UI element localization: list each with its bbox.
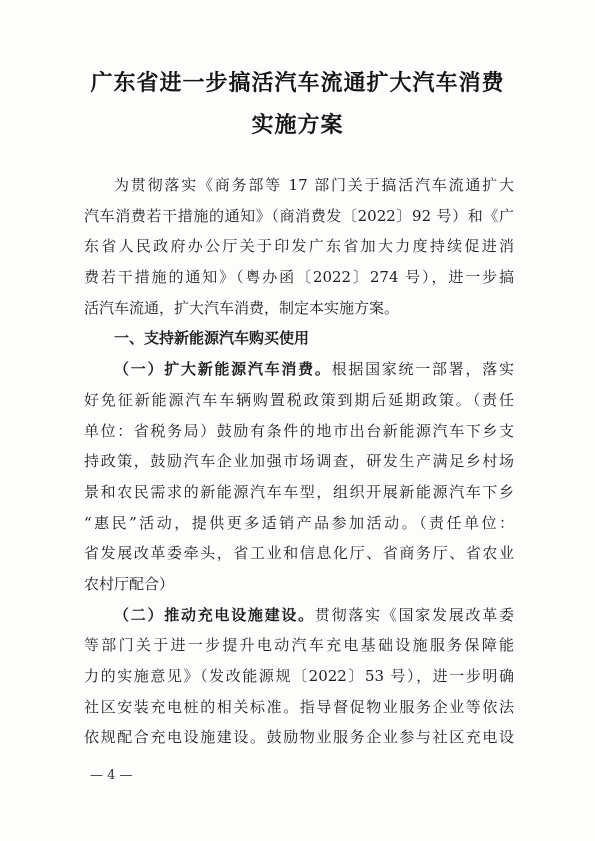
intro-line: 费若干措施的通知》（粤办函〔2022〕274 号），进一步搞 xyxy=(84,268,514,287)
item-2-first-rest: 贯彻落实《国家发展改革委 xyxy=(314,605,514,624)
item-2-first-line xyxy=(84,600,514,631)
item-1-line: 持政策，鼓励汽车企业加强市场调查，研发生产满足乡村场 xyxy=(84,452,514,471)
document-title-line-2: 实施方案 xyxy=(251,112,344,138)
item-1-line: 单位：省税务局）鼓励有条件的地市出台新能源汽车下乡支 xyxy=(84,421,514,440)
item-1-first-rest: 根据国家统一部署，落实 xyxy=(331,360,514,379)
intro-line: 为贯彻落实《商务部等 17 部门关于搞活汽车流通扩大 xyxy=(114,176,514,194)
item-1-line: 农村厅配合） xyxy=(84,574,175,593)
item-1-line: 好免征新能源汽车车辆购置税政策到期后延期政策。（责任 xyxy=(84,390,514,409)
section-heading: 一、支持新能源汽车购买使用 xyxy=(114,329,310,348)
item-2-line: 依规配合充电设施建设。鼓励物业服务企业参与社区充电设 xyxy=(84,728,514,747)
document-title-line-1: 广东省进一步搞活汽车流通扩大汽车消费 xyxy=(90,70,505,96)
item-1-line: “惠民”活动，提供更多适销产品参加活动。（责任单位： xyxy=(84,513,514,532)
item-2-line: 等部门关于进一步提升电动汽车充电基础设施服务保障能 xyxy=(84,636,514,655)
item-2-line: 力的实施意见》（发改能源规〔2022〕53 号），进一步明确 xyxy=(84,667,514,685)
intro-line: 汽车消费若干措施的通知》（商消费发〔2022〕92 号）和《广 xyxy=(84,206,514,225)
item-1-line: 省发展改革委牵头，省工业和信息化厅、省商务厅、省农业 xyxy=(84,544,514,563)
document-body xyxy=(84,170,514,753)
item-2-label: （二）推动充电设施建设。 xyxy=(114,605,315,624)
intro-line: 东省人民政府办公厅关于印发广东省加大力度持续促进消 xyxy=(84,237,514,256)
intro-line: 活汽车流通，扩大汽车消费，制定本实施方案。 xyxy=(84,298,400,317)
item-1-line: 景和农民需求的新能源汽车车型，组织开展新能源汽车下乡 xyxy=(84,482,514,501)
item-1-first-line xyxy=(84,354,514,385)
item-1-label: （一）扩大新能源汽车消费。 xyxy=(114,360,332,379)
item-2-line: 社区安装充电桩的相关标准。指导督促物业服务企业等依法 xyxy=(84,697,514,716)
page-number: — 4 — xyxy=(90,768,133,783)
